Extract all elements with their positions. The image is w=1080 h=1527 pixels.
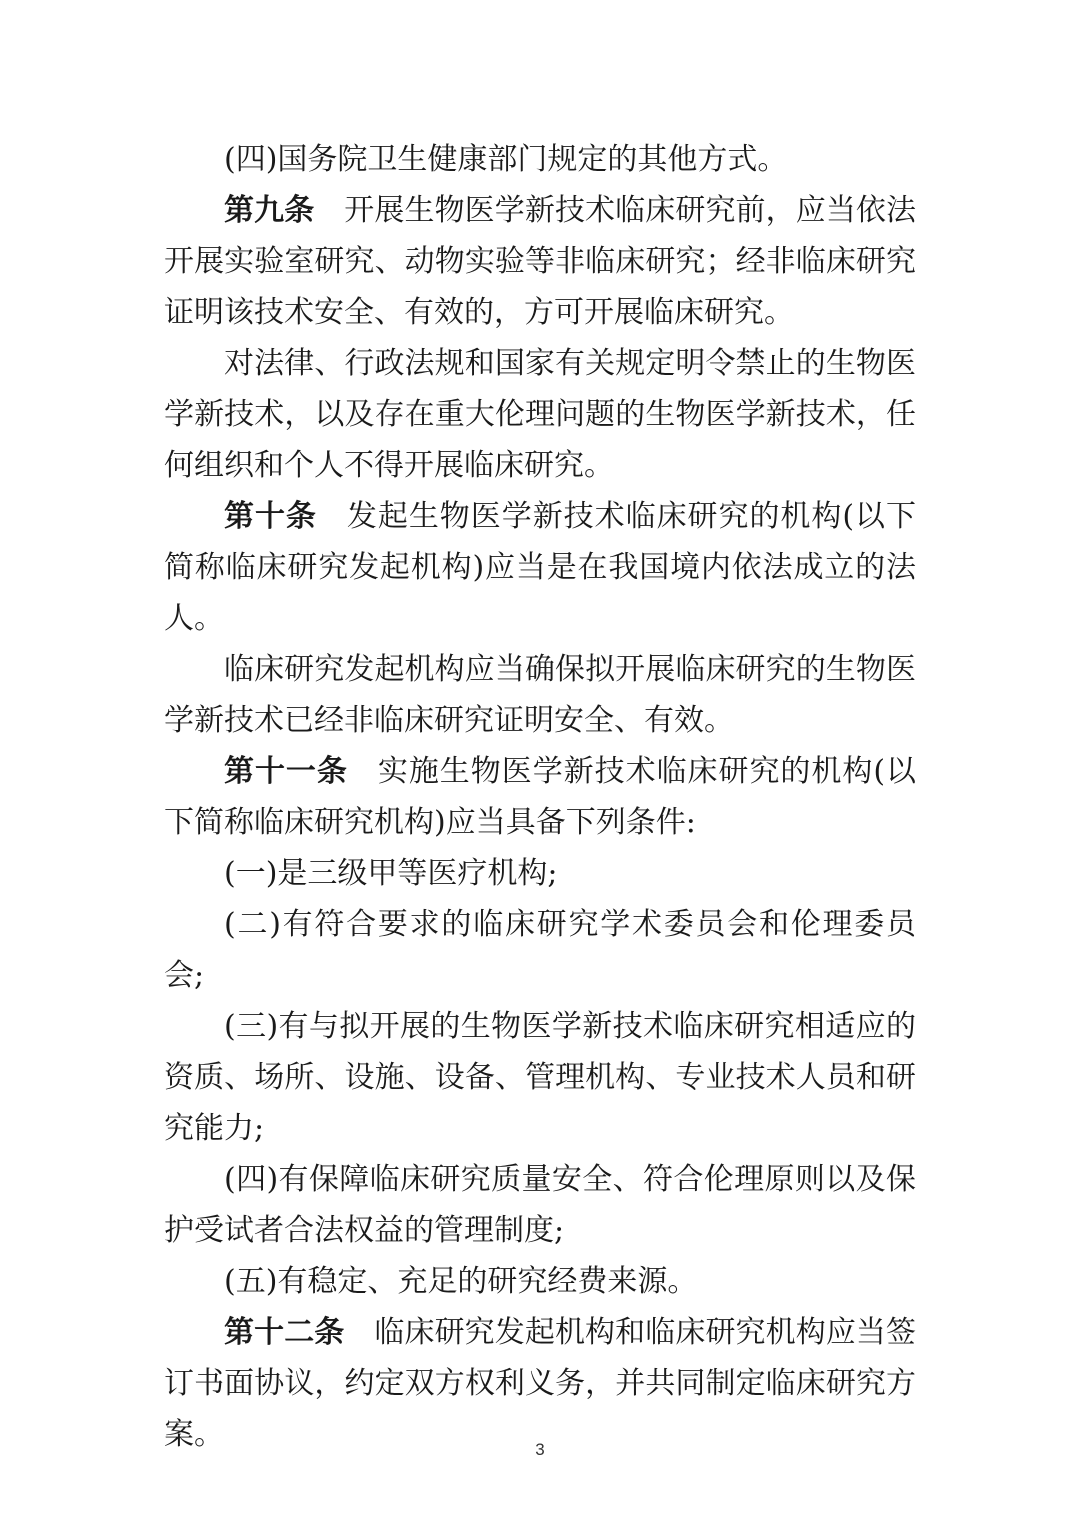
paragraph-text: 开展生物医学新技术临床研究前，应当依法开展实验室研究、动物实验等非临床研究；经非临床研究证明该技术安全、有效的，方可开展临床研究。 [164, 193, 917, 330]
article-heading: 第十二条 [224, 1315, 345, 1350]
article-heading: 第十一条 [224, 754, 348, 789]
paragraph-text: 发起生物医学新技术临床研究的机构(以下简称临床研究发起机构)应当是在我国境内依法成立的法人。 [164, 499, 916, 636]
paragraph-text: (四)有保障临床研究质量安全、符合伦理原则以及保护受试者合法权益的管理制度; [164, 1162, 916, 1248]
list-item [164, 1001, 916, 1154]
paragraph-text: (四)国务院卫生健康部门规定的其他方式。 [224, 142, 788, 177]
paragraph [164, 134, 916, 185]
paragraph-text: 对法律、行政法规和国家有关规定明令禁止的生物医学新技术，以及存在重大伦理问题的生物医学新技术，任何组织和个人不得开展临床研究。 [164, 346, 916, 483]
paragraph-text: (二)有符合要求的临床研究学术委员会和伦理委员会; [164, 907, 916, 993]
list-item [164, 1256, 916, 1307]
paragraph [164, 644, 916, 746]
article-9 [164, 185, 916, 338]
paragraph-text: (三)有与拟开展的生物医学新技术临床研究相适应的资质、场所、设施、设备、管理机构、专业技术人员和研究能力; [164, 1009, 916, 1146]
article-11 [164, 746, 916, 848]
article-heading: 第十条 [224, 499, 317, 534]
page-number: 3 [535, 1440, 545, 1459]
article-10 [164, 491, 916, 644]
paragraph-text: 临床研究发起机构和临床研究机构应当签订书面协议，约定双方权利义务，并共同制定临床研究方案。 [164, 1315, 917, 1452]
article-heading: 第九条 [224, 193, 315, 228]
list-item [164, 848, 916, 899]
paragraph-text: 实施生物医学新技术临床研究的机构(以下简称临床研究机构)应当具备下列条件: [164, 754, 916, 840]
page-body [164, 134, 916, 1460]
paragraph-text: (五)有稳定、充足的研究经费来源。 [224, 1264, 698, 1299]
list-item [164, 899, 916, 1001]
article-12 [164, 1307, 916, 1460]
paragraph-text: 临床研究发起机构应当确保拟开展临床研究的生物医学新技术已经非临床研究证明安全、有效。 [164, 652, 916, 738]
paragraph [164, 338, 916, 491]
paragraph-text: (一)是三级甲等医疗机构; [224, 856, 558, 891]
list-item [164, 1154, 916, 1256]
